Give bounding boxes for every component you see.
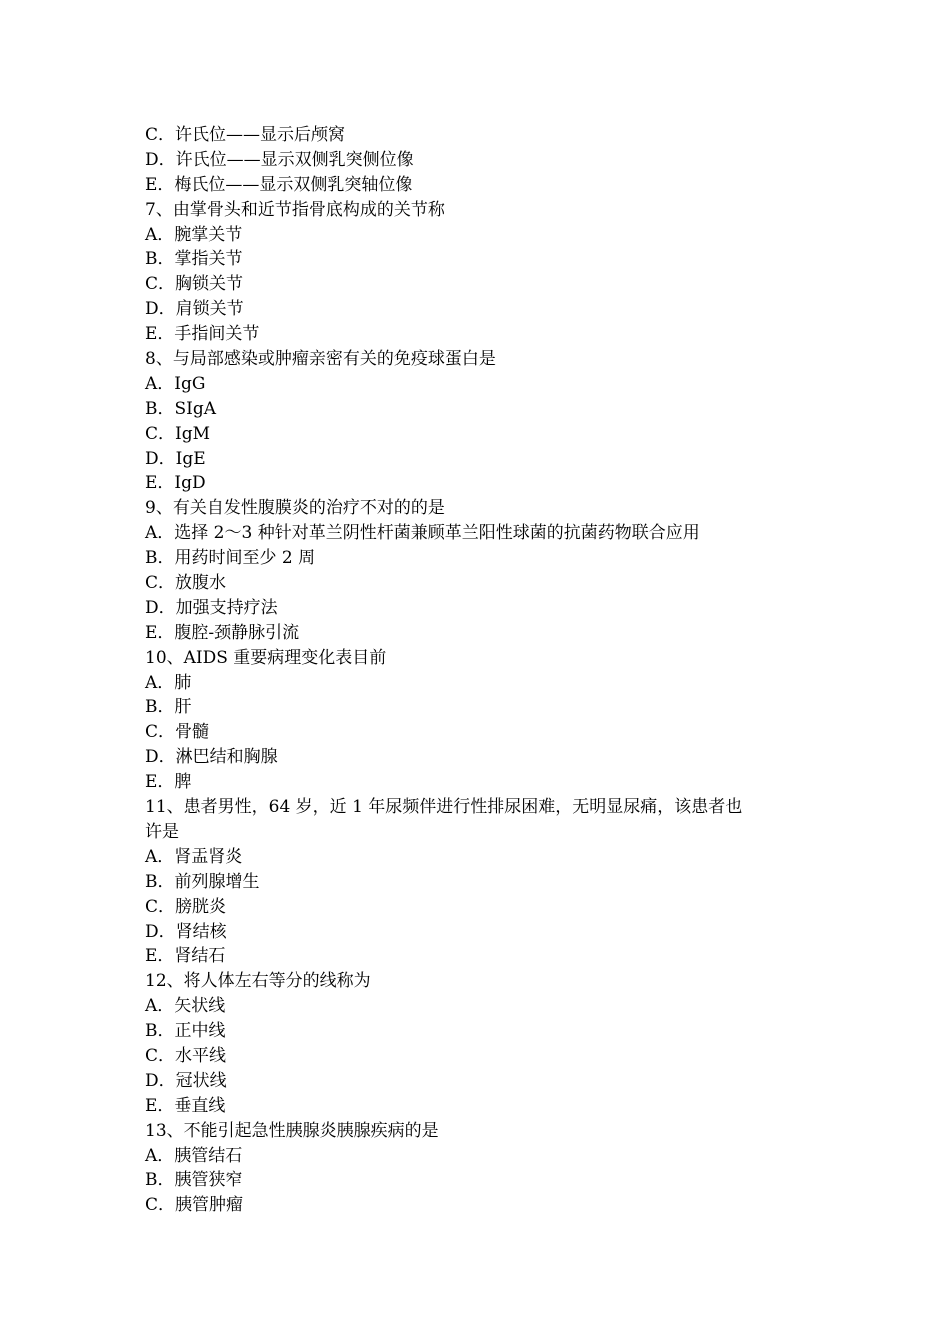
answer-option: C．放腹水 <box>145 573 227 594</box>
question-text: 13、不能引起急性胰腺炎胰腺疾病的是 <box>145 1120 439 1141</box>
question-text: 9、有关自发性腹膜炎的治疗不对的的是 <box>145 498 445 519</box>
answer-option: D．冠状线 <box>145 1070 227 1091</box>
answer-option: B．肝 <box>145 697 192 718</box>
answer-option: B．前列腺增生 <box>145 871 260 892</box>
answer-option: A．胰管结石 <box>145 1145 243 1166</box>
question-text: 10、AIDS 重要病理变化表目前 <box>145 647 387 668</box>
answer-option: A．矢状线 <box>145 996 226 1017</box>
answer-option: B．用药时间至少 2 周 <box>145 548 316 569</box>
answer-option: C．IgM <box>145 423 211 444</box>
answer-option: C．许氏位——显示后颅窝 <box>145 125 346 145</box>
question-text: 12、将人体左右等分的线称为 <box>145 971 371 992</box>
answer-option: E．梅氏位——显示双侧乳突轴位像 <box>145 174 413 195</box>
answer-option: B．掌指关节 <box>145 249 243 270</box>
question-text: 许是 <box>145 821 179 842</box>
answer-option: E．垂直线 <box>145 1095 226 1116</box>
answer-option: D．许氏位——显示双侧乳突侧位像 <box>145 149 414 170</box>
answer-option: D．IgE <box>145 448 206 469</box>
answer-option: D．淋巴结和胸腺 <box>145 747 278 768</box>
answer-option: E．腹腔-颈静脉引流 <box>145 622 300 643</box>
answer-option: A．肾盂肾炎 <box>145 846 243 867</box>
question-text: 11、患者男性，64 岁，近 1 年尿频伴进行性排尿困难，无明显尿痛，该患者也 <box>145 797 743 818</box>
answer-option: E．IgD <box>145 473 206 494</box>
answer-option: C．膀胱炎 <box>145 896 227 917</box>
answer-option: D．加强支持疗法 <box>145 597 278 618</box>
answer-option: B．胰管狭窄 <box>145 1170 243 1191</box>
question-text: 7、由掌骨头和近节指骨底构成的关节称 <box>145 199 445 220</box>
answer-option: E．手指间关节 <box>145 324 260 345</box>
answer-option: E．脾 <box>145 772 192 793</box>
document-page <box>145 123 815 1218</box>
answer-option: A．腕掌关节 <box>145 224 243 245</box>
answer-option: A．选择 2～3 种针对革兰阴性杆菌兼顾革兰阳性球菌的抗菌药物联合应用 <box>145 523 700 544</box>
question-text: 8、与局部感染或肿瘤亲密有关的免疫球蛋白是 <box>145 349 496 370</box>
answer-option: D．肩锁关节 <box>145 299 244 320</box>
answer-option: B．正中线 <box>145 1021 226 1042</box>
answer-option: A．IgG <box>145 373 206 394</box>
answer-option: C．骨髓 <box>145 722 210 743</box>
answer-option: A．肺 <box>145 672 192 693</box>
answer-option: B．SIgA <box>145 398 217 419</box>
answer-option: C．胸锁关节 <box>145 274 244 295</box>
answer-option: C．水平线 <box>145 1045 227 1066</box>
answer-option: E．肾结石 <box>145 946 226 967</box>
answer-option: D．肾结核 <box>145 921 227 942</box>
answer-option: C．胰管肿瘤 <box>145 1195 244 1216</box>
